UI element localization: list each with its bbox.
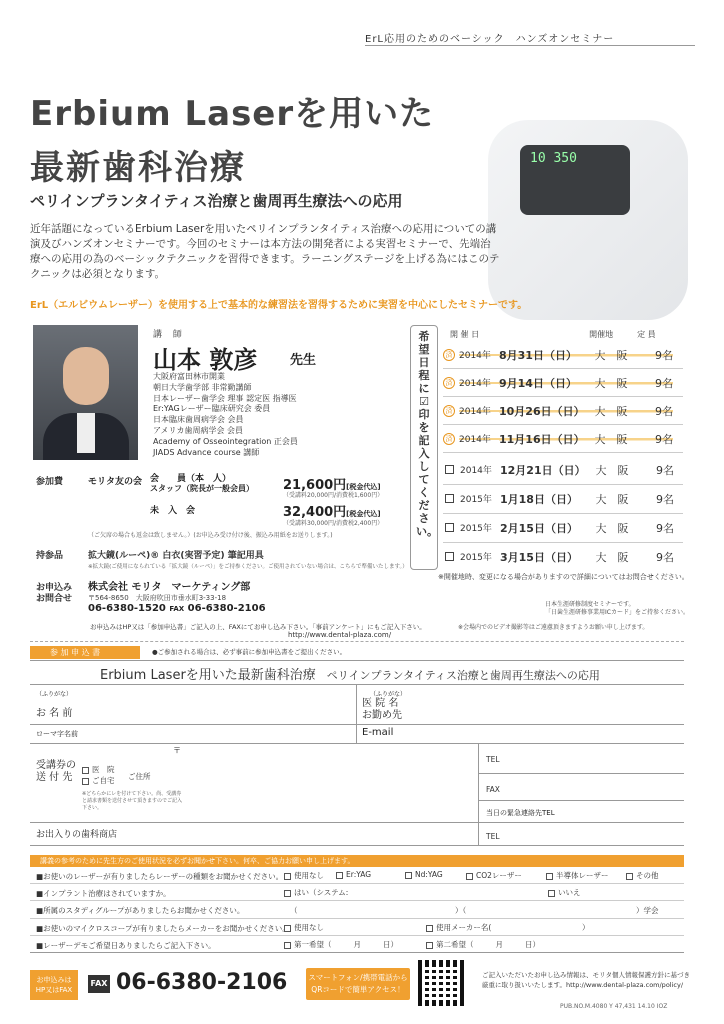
cut-line (30, 641, 684, 642)
intro-text: 近年話題になっているErbium Laserを用いたペリインプランタイティス治療への応用についての講演及びハンズオンセミナーです。今回のセミナーは本方法の開発者による実習セミナーで、先端治療への応用の為のベーシックテクニックを習得できます。ラーニングステージを上げる為にはこのテクニックは必須となります。 (30, 223, 500, 280)
lecturer-name: 山本 敦彦 (153, 346, 258, 374)
emergency-tel-field[interactable]: 当日の緊急連絡先TEL (486, 809, 555, 817)
cert-note: 日本生涯研修制度セミナーです。 「日歯生涯研修事業用ICカード」をご持参ください。 (545, 601, 689, 616)
form-top-line (30, 660, 684, 661)
form-title: Erbium Laserを用いた最新歯科治療 ペリインプランタイティス治療と歯周再生療法への応用 (100, 668, 600, 683)
q3-end: ）学会 (636, 906, 659, 915)
checkbox[interactable] (626, 873, 633, 880)
done-mark: 済 (443, 405, 455, 417)
form-vline (356, 684, 357, 743)
contact-phone: 06-6380-1520 FAX 06-6380-2106 (88, 603, 266, 614)
contact-company: 株式会社 モリタ マーケティング部 (88, 582, 251, 593)
postal-mark: 〒 (173, 746, 181, 755)
checkbox[interactable] (548, 890, 555, 897)
form-vline (478, 743, 479, 845)
address-label: ご住所 (128, 772, 151, 781)
q1-option[interactable]: CO2レーザー (466, 870, 522, 881)
lecturer-honorific: 先生 (290, 353, 317, 368)
form-line (30, 724, 684, 725)
dest-label: 受講券の 送 付 先 (36, 760, 76, 783)
dealer-field[interactable]: お出入りの歯科商店 (36, 830, 118, 840)
fee-label: 参加費 (36, 477, 64, 487)
q4-paren-close: ） (582, 923, 590, 932)
survey-line (30, 883, 684, 884)
checkbox[interactable] (284, 890, 291, 897)
q1-option[interactable]: 半導体レーザー (546, 870, 609, 881)
survey-q4: ■お使いのマイクロスコープが有りましたらメーカーをお聞かせください。 (36, 924, 290, 933)
schedule-row[interactable]: 2015年 1月18日（日） 大 阪 9名 (443, 485, 683, 512)
schedule-checkbox[interactable] (445, 465, 454, 474)
clinic-field[interactable]: 医 院 名 お勤め先 (362, 698, 402, 721)
q2-yes-option[interactable]: はい（システム: (284, 887, 348, 898)
schedule-checkbox[interactable] (445, 523, 454, 532)
q1-option[interactable]: 使用なし (284, 870, 324, 881)
survey-q2: ■インプラント治療はされていますか。 (36, 889, 171, 898)
lecturer-photo (33, 325, 138, 460)
schedule-row[interactable]: 2014年 12月21日（日） 大 阪 9名 (443, 456, 683, 483)
done-mark: 済 (443, 377, 455, 389)
schedule-vertical-note: 希望日程に☑印を記入してください。 (416, 330, 438, 538)
schedule-row[interactable]: 済 2014年 10月26日（日） 大 阪 9名 (443, 397, 683, 424)
done-mark: 済 (443, 433, 455, 445)
checkbox[interactable] (546, 873, 553, 880)
survey-line (30, 935, 684, 936)
fax-number: 06-6380-2106 (116, 970, 288, 995)
checkbox[interactable] (336, 872, 343, 879)
email-field[interactable]: E-mail (362, 727, 394, 738)
schedule-note: ※開催地時、変更になる場合がありますので詳細についてはお問合せください。 (438, 573, 689, 581)
survey-q1: ■お使いのレーザーが有りましたらレーザーの種類をお聞かせください。 (36, 872, 284, 881)
dest-clinic-option[interactable]: 医 院 (82, 764, 115, 775)
fee-nonmember-label: 未 入 会 (150, 506, 196, 516)
checkbox[interactable] (82, 767, 89, 774)
q4-maker-option[interactable]: 使用メーカー名( (426, 922, 491, 933)
fee-nonmember-amount: 32,400円[税金代込] (283, 505, 381, 520)
schedule-divider (443, 452, 683, 453)
survey-line (30, 952, 684, 953)
publication-number: PUB.NO.M.4080 Y 47,431 14.10 IOZ (560, 1003, 668, 1010)
subtitle: ペリインプランタイティス治療と歯周再生療法への応用 (30, 192, 403, 210)
contact-address: 〒564-8650 大阪府吹田市垂水町3-33-18 (88, 594, 227, 602)
checkbox[interactable] (466, 873, 473, 880)
survey-line (30, 918, 684, 919)
device-screen: 10 350 (520, 145, 630, 215)
q2-no-option[interactable]: いいえ (548, 887, 581, 898)
romaji-field[interactable]: ローマ字名前 (36, 730, 78, 738)
schedule-row[interactable]: 2015年 3月15日（日） 大 阪 9名 (443, 543, 683, 570)
fee-member-detail: （受講料20,000円/消費税1,600円） (283, 492, 384, 499)
checkbox[interactable] (82, 778, 89, 785)
q4-none-option[interactable]: 使用なし (284, 922, 324, 933)
form-line (478, 800, 684, 801)
header-divider (365, 45, 695, 46)
qr-code-icon[interactable] (418, 960, 464, 1006)
form-line (30, 845, 684, 846)
items-note: ※拡大鏡(ご使用になられている「拡大鏡（ルーペ）」をご持参ください。ご使用されていない場合は、こちらで準備いたします。） (88, 564, 408, 570)
form-line (30, 684, 684, 685)
title-line-1: Erbium Laserを用いた (30, 94, 435, 134)
contact-label-1: お申込み (36, 583, 73, 593)
checkbox[interactable] (284, 925, 291, 932)
website-link[interactable]: http://www.dental-plaza.com/ (288, 631, 392, 639)
schedule-row[interactable]: 済 2014年 9月14日（日） 大 阪 9名 (443, 369, 683, 396)
title-line-2: 最新歯科治療 (30, 148, 246, 188)
fax-field[interactable]: FAX (486, 785, 500, 794)
fee-org: モリタ友の会 (88, 477, 143, 487)
form-line (30, 743, 684, 744)
schedule-row[interactable]: 2015年 2月15日（日） 大 阪 9名 (443, 514, 683, 541)
survey-q3[interactable]: ■所属のスタディグループがありましたらお聞かせください。 (36, 906, 245, 915)
fee-note: （ご欠席の場合も返金は致しません。）(お申込み受け付け後、振込み用紙をお送りします。) (88, 532, 333, 539)
q3-paren: （ (290, 906, 298, 915)
fee-member-amount: 21,600円[税金代込] (283, 478, 381, 493)
furigana-label: （ふりがな） (36, 691, 73, 698)
checkbox[interactable] (284, 873, 291, 880)
form-line (30, 822, 684, 823)
checkbox[interactable] (426, 942, 433, 949)
survey-line (30, 900, 684, 901)
checkbox[interactable] (426, 925, 433, 932)
furigana-label-2: （ふりがな） (370, 691, 407, 698)
q3-paren-mid: ）（ (455, 906, 467, 915)
fee-staff-label: スタッフ（院長が一般会員） (150, 484, 254, 493)
series-header: ErL応用のためのベーシック ハンズオンセミナー (365, 34, 615, 45)
dest-home-option[interactable]: ご自宅 (82, 775, 115, 786)
dealer-tel-field[interactable]: TEL (486, 832, 500, 841)
lecturer-label: 講 師 (153, 330, 186, 340)
dest-note: ※どちらかにレを付けて下さい。尚、受講券と請求書類を送付させて頂きますのでご記入下さい。 (82, 791, 183, 811)
form-tab: 参 加 申 込 書 (30, 646, 140, 659)
video-note: ※会場内でのビデオ撮影等はご遠慮頂きますようお願い申し上げます。 (458, 624, 649, 631)
apply-note: お申込みはHP又は「参加申込書」ご記入の上、FAXにてお申し込み下さい。「事前アンケート」にもご記入下さい。 (90, 623, 426, 631)
schedule-row[interactable]: 済 2014年 8月31日（日） 大 阪 9名 (443, 341, 683, 368)
done-mark: 済 (443, 349, 455, 361)
q5-second-option[interactable]: 第二希望（ 月 日） (426, 939, 540, 950)
privacy-note: ご記入いただいたお申し込み情報は、モリタ個人情報保護方針に基づき厳重に取り扱いいたします。http://www.dental-plaza.com/policy/ (482, 971, 690, 989)
q5-first-option[interactable]: 第一希望（ 月 日） (284, 939, 398, 950)
apply-method-tab: お申込みは HP又はFAX (30, 970, 78, 1000)
items-text: 拡大鏡(ルーペ)® 白衣(実習予定) 筆記用具 (88, 551, 264, 561)
lecturer-credentials: 大阪府富田林市開業 朝日大学歯学部 非常勤講師 日本レーザー歯学会 理事 認定医 指導医 Er:YAGレーザー臨床研究会 委員 日本臨床歯周病学会 会員 アメリカ歯周病学会 会員 Academy of Osseointegration 正会員 JIADS Advance course 講師 (153, 372, 298, 457)
schedule-row[interactable]: 済 2014年 11月16日（日） 大 阪 9名 (443, 425, 683, 452)
q1-option[interactable]: Nd:YAG (405, 870, 443, 879)
fee-nonmember-detail: （受講料30,000円/消費税2,400円） (283, 520, 384, 527)
intro-highlight: ErL（エルビウムレーザー）を使用する上で基本的な練習法を習得するために実習を中心にしたセミナーです。 (30, 300, 528, 311)
q1-option[interactable]: その他 (626, 870, 659, 881)
checkbox[interactable] (284, 942, 291, 949)
schedule-header: 開 催 日 開催地 定 員 (450, 330, 656, 339)
q1-option[interactable]: Er:YAG (336, 870, 371, 879)
form-note: ●ご参加される場合は、必ず事前に参加申込書をご提出ください。 (152, 648, 347, 656)
name-field[interactable]: お 名 前 (36, 708, 73, 719)
tel-field[interactable]: TEL (486, 755, 500, 764)
fax-icon: FAX (88, 975, 110, 993)
survey-bar: 講義の参考のために先生方のご使用状況を必ずお聞かせ下さい。何卒、ご協力お願い申し上げます。 (30, 855, 684, 867)
checkbox[interactable] (405, 872, 412, 879)
schedule-checkbox[interactable] (445, 494, 454, 503)
items-label: 持参品 (36, 551, 64, 561)
form-line (478, 773, 684, 774)
fee-member-label: 会 員（本 人） (150, 474, 232, 484)
survey-q5: ■レーザーデモご希望日ありましたらご記入下さい。 (36, 941, 216, 950)
contact-label-2: お問合せ (36, 594, 73, 604)
qr-tab: スマートフォン/携帯電話から QRコードで簡単アクセス！ (306, 968, 410, 1000)
schedule-checkbox[interactable] (445, 552, 454, 561)
